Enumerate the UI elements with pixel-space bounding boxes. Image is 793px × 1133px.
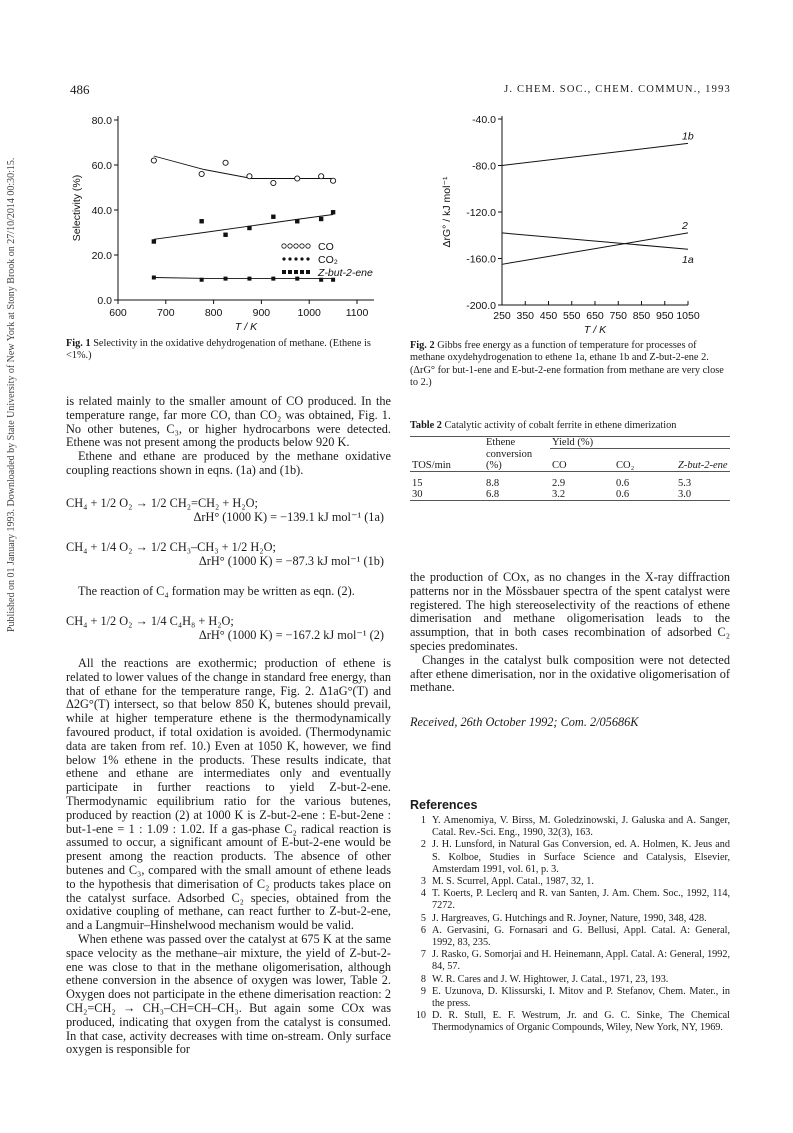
fig1-point-co2 [247,226,251,230]
fig2-line-label: 1a [682,254,694,267]
fig1-ytick-label: 0.0 [97,295,112,307]
table-cell: 6.8 [486,488,500,500]
table-cell: 0.6 [616,477,630,489]
col1-paragraph: The reaction of C₄ formation may be written as eqn. (2). [78,584,355,598]
table-cell: 30 [412,488,423,500]
fig1-chart [62,108,392,333]
fig2-xtick-label: 650 [586,310,604,322]
reference-text: W. R. Cares and J. W. Hightower, J. Catal., 1971, 23, 193. [432,973,669,985]
download-notice: Published on 01 January 1993. Downloaded by State University of New York at Stony Brook on 27/10/2014 00:30:15. [6,157,17,633]
table-cell: 0.6 [616,488,630,500]
table2-header: Yield (%) [550,437,730,449]
fig1-xlabel: T / K [234,321,258,333]
reference-text: E. Uzunova, D. Klissurski, I. Mitov and P. Stefanov, Chem. Mater., in the press. [432,985,730,1010]
fig1-point-co2 [223,233,227,237]
fig1-point-zbut [152,276,156,280]
fig2-xtick-label: 250 [493,310,511,322]
fig2-series-line [502,233,688,249]
fig2-line-label: 1b [682,130,694,143]
reference-item [410,876,730,888]
fig2-ytick-label: -120.0 [466,207,496,219]
fig1-point-co [151,158,156,163]
fig2-xtick-label: 450 [539,310,558,322]
reference-text: M. S. Scurrel, Appl. Catal., 1987, 32, 1. [432,876,594,888]
fig1-point-co2 [271,215,275,219]
fig2-ytick-label: -200.0 [466,300,496,312]
reference-item [410,949,730,973]
fig1-point-zbut [224,277,228,281]
fig2-series-line [502,233,688,264]
table-row [410,489,730,501]
table2-caption [410,420,730,432]
fig1-trend-line [154,156,333,179]
fig2-xtick-label: 350 [516,310,535,322]
reference-item [410,986,730,1010]
col2-paragraph: Changes in the catalyst bulk composition were not detected after ethene dimerisation, nor in the oxidative oligomerisation of methane. [410,652,730,695]
table-cell: 3.0 [678,488,692,500]
table-cell: 8.8 [486,477,500,489]
fig2-axes [502,116,688,305]
fig1-point-zbut [295,277,299,281]
page-number: 486 [70,82,90,97]
table2-header: (%) [486,459,502,471]
equation-1b [66,540,384,568]
reference-text: Y. Amenomiya, V. Birss, M. Goledzinowski, J. Galuska and A. Sanger, Catal. Rev.-Sci. Eng., 1990, 32(3), 163. [432,815,730,839]
eq1b-line2: ΔrH° (1000 K) = −87.3 kJ mol⁻¹ (1b) [198,554,384,568]
table2-caption-label: Table 2 [410,420,442,431]
fig2-caption-text: Gibbs free energy as a function of temperature for processes of methane oxydehydrogenation to ethene 1a, ethane 1b and Z-but-2-ene 2. (ΔrG° for but-1-ene and E-but-2-ene formation from methane are very close to 2.) [410,340,724,389]
fig1-xtick-label: 700 [157,307,175,319]
eq1a-line1: CH₄ + 1/2 O₂ → 1/2 CH₂=CH₂ + H₂O; [66,496,258,510]
reference-text: D. R. Stull, E. F. Westrum, Jr. and G. C. Sinke, The Chemical Thermodynamics of Organic Compounds, Wiley, New York, NY, 1969. [432,1010,730,1034]
fig2-series-line [502,143,688,165]
column-1 [66,395,391,478]
fig2-line-label: 2 [682,219,688,232]
reference-text: J. Hargreaves, G. Hutchings and R. Joyner, Nature, 1990, 348, 428. [432,912,707,924]
reference-text: T. Koerts, P. Leclerq and R. van Santen, J. Am. Chem. Soc., 1992, 114, 7272. [432,888,730,912]
col1-paragraph: Ethene and ethane are produced by the methane oxidative coupling reactions shown in eqns. (1a) and (1b). [66,449,391,477]
fig1-legend-co: CO [318,241,334,253]
fig1-trend-line [154,278,333,279]
fig2-xtick-label: 1050 [676,310,700,322]
fig2-ytick-label: -80.0 [472,160,496,173]
eq1b-line1: CH₄ + 1/4 O₂ → 1/2 CH₃–CH₃ + 1/2 H₂O; [66,540,276,554]
eq2-line1: CH₄ + 1/2 O₂ → 1/4 C₄H₈ + H₂O; [66,614,234,628]
fig1-legend-zbut: Z-but-2-ene [318,267,373,279]
journal-header: J. CHEM. SOC., CHEM. COMMUN., 1993 [504,84,731,95]
fig1-ylabel: Selectivity (%) [71,174,83,242]
reference-number: 8 [420,973,426,985]
table2-caption-text: Catalytic activity of cobalt ferrite in ethene dimerization [444,420,677,431]
fig1-point-co2 [295,219,299,223]
reference-number: 3 [420,876,426,888]
fig1-legend-co2: CO₂ [318,254,338,266]
reference-item [410,925,730,949]
table2 [410,436,730,501]
reference-text: A. Gervasini, G. Fornasari and G. Bellusi, Appl. Catal. A: General, 1992, 83, 235. [432,924,730,949]
reference-number: 6 [420,924,426,936]
table2-header: Ethene [486,437,516,448]
table2-header: CO₂ [616,459,635,471]
reference-number: 9 [420,985,426,997]
reference-item [410,1010,730,1034]
fig2-ylabel: ΔrG° / kJ mol⁻¹ [441,176,453,248]
equation-1a [66,496,384,524]
column-2 [410,571,730,695]
fig1-point-zbut [271,277,275,281]
fig1-trend-line [154,215,333,240]
table2-header: TOS/min [412,459,451,471]
reference-item [410,913,730,925]
references-list [410,815,730,1035]
col1-paragraph: is related mainly to the smaller amount of CO produced. In the temperature range, far more CO, than CO₂ was obtained, Fig. 1. No other butenes, C₃, or higher hydrocarbons were detected. Ethene was not present among the products below 920 K. [66,394,391,450]
col1-paragraph: When ethene was passed over the catalyst at 675 K at the same space velocity as the methane–air mixture, the yield of Z-but-2-ene was close to that in the methane oligomerisation, although ethene conversion in the absence of oxygen was lower, Table 2. Oxygen does not participate in the ethene dimerisation reaction: 2 CH₂=CH₂ → CH₃–CH=CH–CH₃. But again some COx was produced, indicating that oxygen from the catalyst is consumed. In that case, activity decreases with time on-stream. Only surface oxygen is responsible for [66,931,391,1057]
fig1-point-zbut [200,278,204,282]
fig1-xtick-label: 800 [204,307,223,319]
reference-item [410,888,730,912]
table-cell: 5.3 [678,477,692,489]
fig1-legend [282,241,373,279]
reference-number: 4 [420,888,426,900]
table-row [410,478,730,489]
reference-item [410,839,730,876]
equation-2 [66,614,384,642]
fig1-ytick-label: 80.0 [91,115,112,127]
table2-header: CO [552,459,567,471]
fig2-chart [410,108,730,336]
reference-number: 10 [415,1010,426,1022]
references-title: References [410,798,478,812]
fig1-point-co2 [152,239,156,243]
fig1-point-co [223,160,228,165]
fig1-point-co2 [199,219,203,223]
table2-header: conversion [486,448,533,460]
fig1-xtick-label: 900 [252,307,271,319]
fig1-point-co [247,174,252,179]
fig2-xtick-label: 550 [562,310,581,322]
col2-paragraph: the production of COx, as no changes in the X-ray diffraction patterns nor in the Mössbauer spectra of the spent catalyst were registered. The high stereoselectivity of the reactions of ethene dimerisation and methane oligomerisation leads to the assumption, that in both cases recombination of adsorbed C₂ species predominates. [410,570,730,653]
fig1-point-zbut [247,277,251,281]
fig1-ytick-label: 20.0 [91,250,112,262]
fig1-caption-text: Selectivity in the oxidative dehydrogenation of methane. (Ethene is <1%.) [66,338,371,362]
fig2-ytick-label: -40.0 [472,114,496,126]
fig2-xlabel: T / K [583,324,607,336]
fig2-xtick-label: 950 [655,310,674,322]
eq2-line2: ΔrH° (1000 K) = −167.2 kJ mol⁻¹ (2) [198,628,384,642]
fig1-xtick-label: 1000 [297,307,321,319]
reference-item [410,815,730,839]
fig1-point-co [271,180,276,185]
fig1-xtick-label: 1100 [345,307,369,319]
reference-number: 5 [420,912,426,924]
reference-number: 7 [420,949,426,961]
reference-item [410,974,730,986]
fig1-point-co [331,178,336,183]
column-1-c [66,657,391,1057]
table2-header: Z-but-2-ene [678,459,728,471]
table-cell: 3.2 [552,488,566,500]
fig1-point-co [199,171,204,176]
eq1a-line2: ΔrH° (1000 K) = −139.1 kJ mol⁻¹ (1a) [193,510,384,524]
fig2-caption [410,340,730,390]
fig1-point-co [319,174,324,179]
fig1-caption [66,338,391,363]
fig1-point-co [295,176,300,181]
fig2-caption-label: Fig. 2 [410,340,435,351]
fig1-ytick-label: 60.0 [91,160,112,172]
table-cell: 15 [412,477,423,489]
fig1-xtick-label: 600 [109,307,127,319]
fig2-ytick-label: -160.0 [466,253,496,266]
reference-number: 1 [420,815,426,826]
received-line: Received, 26th October 1992; Com. 2/05686K [410,715,639,729]
fig1-caption-label: Fig. 1 [66,338,91,349]
fig2-xtick-label: 750 [609,310,628,322]
reference-text: J. Rasko, G. Somorjai and H. Heinemann, Appl. Catal. A: General, 1992, 84, 57. [432,949,730,973]
column-1-b [66,585,391,599]
table-cell: 2.9 [552,477,566,489]
fig1-ytick-label: 40.0 [91,205,112,217]
reference-number: 2 [420,839,426,851]
col1-paragraph: All the reactions are exothermic; production of ethene is related to lower values of the change in standard free energy, than that of ethane for the temperature range, Fig. 2. Δ1aG°(T) and Δ2G°(T) intersect, so that below 850 K, butenes should prevail, while at higher temperature ethene is the thermodynamically favoured product, if total oxidation is avoided. (Thermodynamic data are taken from ref. 10.) Even at 1050 K, however, we find below 1% ethene in the products. These results indicate, that ethene and ethane are intermediates only and eventually participate in further reactions to yield Z-but-2-ene. Thermodynamic equilibrium ratio for the various butenes, produced by reaction (2) at 1000 K is Z-but-2-ene : E-but-2ene : but-1-ene = 1 : 1.09 : 1.02. If a gas-phase C₂ radical reaction is assumed to occur, a significant amount of E-but-2-ene would be present among the reaction products. The absence of other butenes and C₃, compared with the small amount of ethene leads to the hypothesis that dimerisation of C₂ products takes place on the catalyst surface. Adsorbed C₂ species, obtained from the oxidative coupling of methane, can react further to Z-but-2-ene, and a Langmuir–Hinshelwood mechanism would be valid. [66,656,391,933]
fig1-point-co2 [331,210,335,214]
reference-text: J. H. Lunsford, in Natural Gas Conversion, ed. A. Holmen, K. Jeus and S. Kolboe, Studies in Surface Science and Catalysis, Elsevier, Amsterdam 1991, vol. 61, p. 3. [432,839,730,875]
fig2-xtick-label: 850 [632,310,651,322]
fig1-point-co2 [319,217,323,221]
